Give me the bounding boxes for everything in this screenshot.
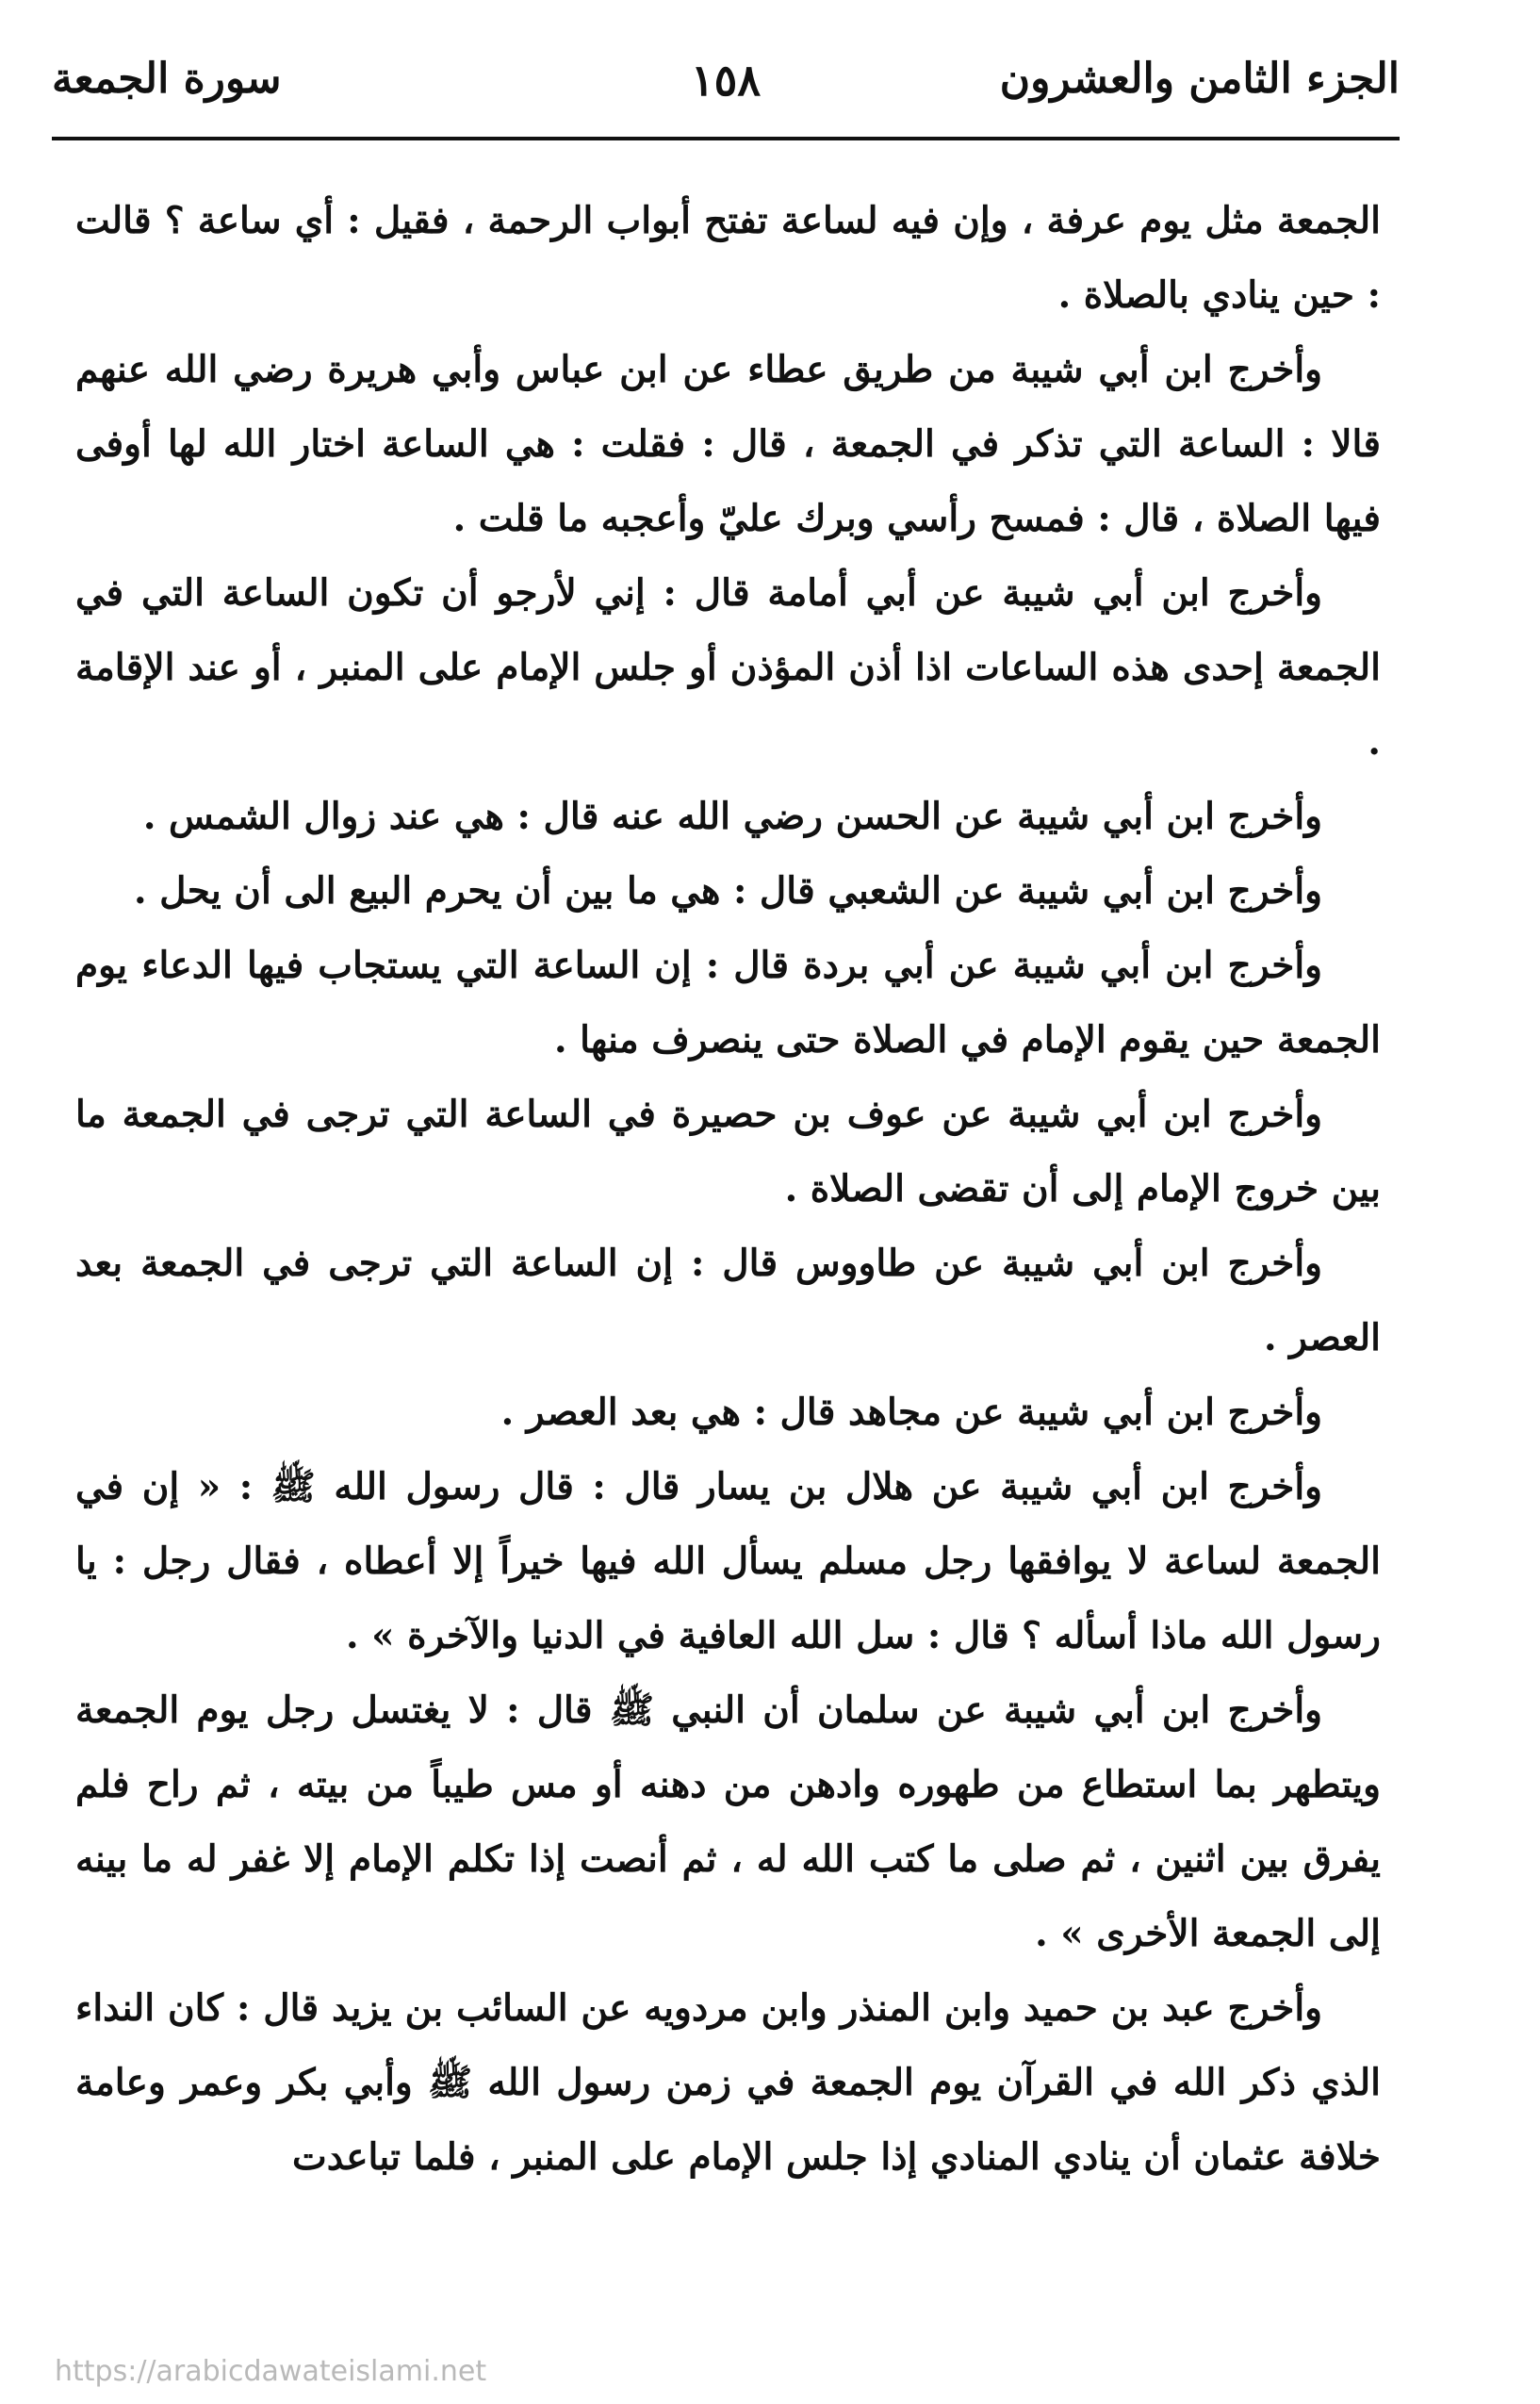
page-number: ١٥٨	[690, 55, 762, 106]
surah-title: سورة الجمعة	[52, 55, 282, 103]
paragraph: وأخرج ابن أبي شيبة عن عوف بن حصيرة في الساعة التي ترجى في الجمعة ما بين خروج الإمام إلى أن تقضى الصلاة .	[75, 1093, 1381, 1210]
paragraph: الجمعة مثل يوم عرفة ، وإن فيه لساعة تفتح أبواب الرحمة ، فقيل : أي ساعة ؟ قالت : حين ينادي بالصلاة .	[75, 199, 1381, 317]
watermark-url: https://arabicdawateislami.net	[55, 2355, 487, 2388]
part-title: الجزء الثامن والعشرون	[999, 55, 1400, 103]
paragraph: وأخرج ابن أبي شيبة عن الشعبي قال : هي ما بين أن يحرم البيع الى أن يحل .	[134, 869, 1322, 913]
page-header	[52, 55, 1400, 121]
paragraph: وأخرج ابن أبي شيبة عن هلال بن يسار قال : قال رسول الله ﷺ : « إن في الجمعة لساعة لا يوافقها رجل مسلم يسأل الله فيها خيراً إلا أعطاه ، فقال رجل : يا رسول الله ماذا أسأله ؟ قال : سل الله العافية في الدنيا والآخرة » .	[75, 1465, 1381, 1657]
paragraph: وأخرج ابن أبي شيبة عن سلمان أن النبي ﷺ قال : لا يغتسل رجل يوم الجمعة ويتطهر بما استطاع من طهوره وادهن من دهنه أو مس طيباً من بيته ، ثم راح فلم يفرق بين اثنين ، ثم صلى ما كتب الله له ، ثم أنصت إذا تكلم الإمام إلا غفر له ما بينه إلى الجمعة الأخرى » .	[75, 1688, 1381, 1955]
paragraph: وأخرج ابن أبي شيبة عن طاووس قال : إن الساعة التي ترجى في الجمعة بعد العصر .	[75, 1242, 1381, 1359]
paragraph: وأخرج ابن أبي شيبة عن أبي أمامة قال : إني لأرجو أن تكون الساعة التي في الجمعة إحدى هذه الساعات اذا أذن المؤذن أو جلس الإمام على المنبر ، أو عند الإقامة .	[75, 571, 1381, 764]
body-text	[75, 184, 1381, 2195]
paragraph: وأخرج ابن أبي شيبة من طريق عطاء عن ابن عباس وأبي هريرة رضي الله عنهم قالا : الساعة التي تذكر في الجمعة ، قال : فقلت : هي الساعة اختار الله لها أوفى فيها الصلاة ، قال : فمسح رأسي وبرك عليّ وأعجبه ما قلت .	[75, 348, 1381, 540]
paragraph: وأخرج عبد بن حميد وابن المنذر وابن مردويه عن السائب بن يزيد قال : كان النداء الذي ذكر الله في القرآن يوم الجمعة في زمن رسول الله ﷺ وأبي بكر وعمر وعامة خلافة عثمان أن ينادي المنادي إذا جلس الإمام على المنبر ، فلما تباعدت	[75, 1986, 1381, 2179]
paragraph: وأخرج ابن أبي شيبة عن الحسن رضي الله عنه قال : هي عند زوال الشمس .	[142, 795, 1322, 838]
paragraph: وأخرج ابن أبي شيبة عن مجاهد قال : هي بعد العصر .	[500, 1391, 1322, 1434]
header-rule	[52, 137, 1400, 140]
paragraph: وأخرج ابن أبي شيبة عن أبي بردة قال : إن الساعة التي يستجاب فيها الدعاء يوم الجمعة حين يقوم الإمام في الصلاة حتى ينصرف منها .	[75, 944, 1381, 1062]
